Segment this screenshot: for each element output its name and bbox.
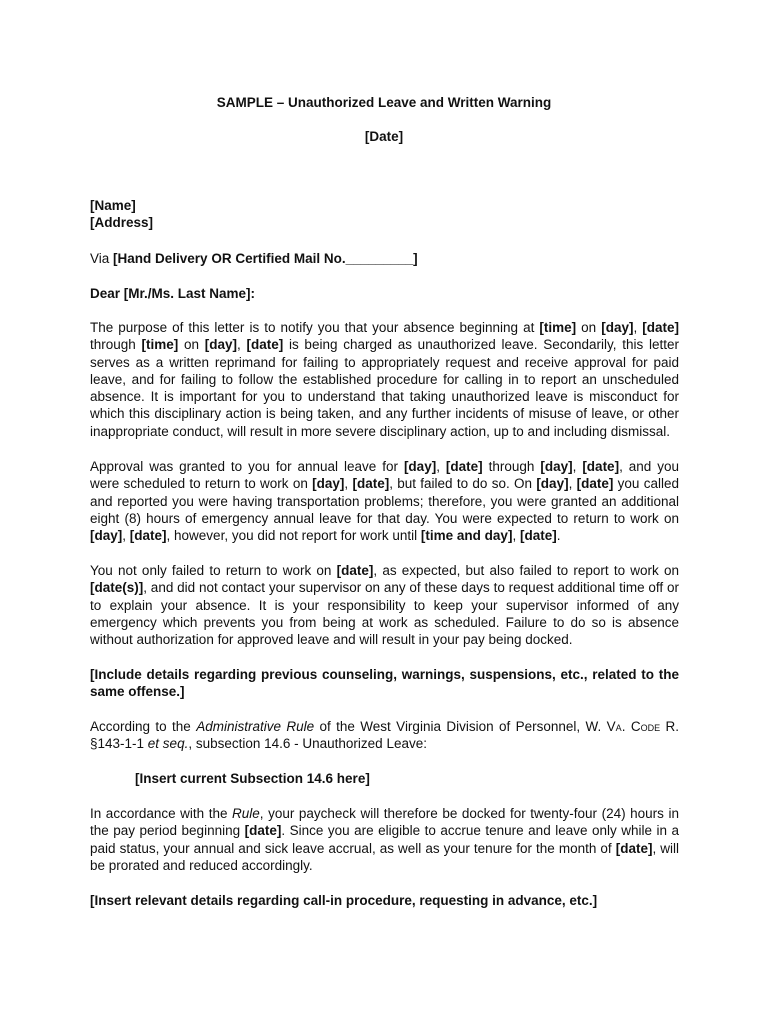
paragraph-approval: Approval was granted to you for annual leave for [day], [date] through [day], [date], and you were scheduled to return to work on [day], [date], but failed to do so. On [day], [date] you called and reported you were having transportation problems; therefore, you were granted an additional eight (8) hours of emergency annual leave for that day. You were expected to return to work on [day], [date], however, you did not report for work until [time and day], [date]. xyxy=(90,459,679,544)
subsection-insert: [Insert current Subsection 14.6 here] xyxy=(135,771,370,786)
paragraph-failure: You not only failed to return to work on [date], as expected, but also failed to report to work on [date(s)], and did not contact your supervisor on any of these days to request additional time off or to explain your absence. It is your responsibility to keep your supervisor informed of any emergency which prevents you from being at work as scheduled. Failure to do so is absence without authorization for approved leave and will result in your pay being docked. xyxy=(90,563,679,648)
recipient-name: [Name] xyxy=(90,198,136,213)
paragraph-prior-discipline: [Include details regarding previous counseling, warnings, suspensions, etc., related to the same offense.] xyxy=(90,667,679,700)
delivery-method: [Hand Delivery OR Certified Mail No._________] xyxy=(113,251,418,266)
letter-title: SAMPLE – Unauthorized Leave and Written Warning xyxy=(216,95,552,110)
recipient-block xyxy=(90,197,679,232)
salutation: Dear [Mr./Ms. Last Name]: xyxy=(90,286,256,301)
paragraph-purpose: The purpose of this letter is to notify you that your absence beginning at [time] on [day], [date] through [time] on [day], [date] is being charged as unauthorized leave. Secondarily, this letter serves as a written reprimand for failing to appropriately request and receive approval for paid leave, and for failing to follow the established procedure for calling in to report an unscheduled absence. It is important for you to understand that taking unauthorized leave is misconduct for which this disciplinary action is being taken, and any further incidents of misuse of leave, or other inappropriate conduct, will result in more severe disciplinary action, up to and including dismissal. xyxy=(90,320,679,439)
paragraph-callin-insert: [Insert relevant details regarding call-in procedure, requesting in advance, etc.] xyxy=(90,893,598,908)
paragraph-rule-citation: According to the Administrative Rule of the West Virginia Division of Personnel, W. Va. Code R. §143-1-1 et seq., subsection 14.6 - Unauthorized Leave: xyxy=(90,719,679,752)
letter-date: [Date] xyxy=(364,129,404,144)
recipient-address: [Address] xyxy=(90,215,154,231)
paragraph-paycheck: In accordance with the Rule, your paycheck will therefore be docked for twenty-four (24) hours in the pay period beginning [date]. Since you are eligible to accrue tenure and leave only while in a paid status, your annual and sick leave accrual, as well as your tenure for the month of [date], will be prorated and reduced accordingly. xyxy=(90,806,679,873)
delivery-line xyxy=(90,250,679,267)
via-prefix: Via xyxy=(90,251,114,266)
